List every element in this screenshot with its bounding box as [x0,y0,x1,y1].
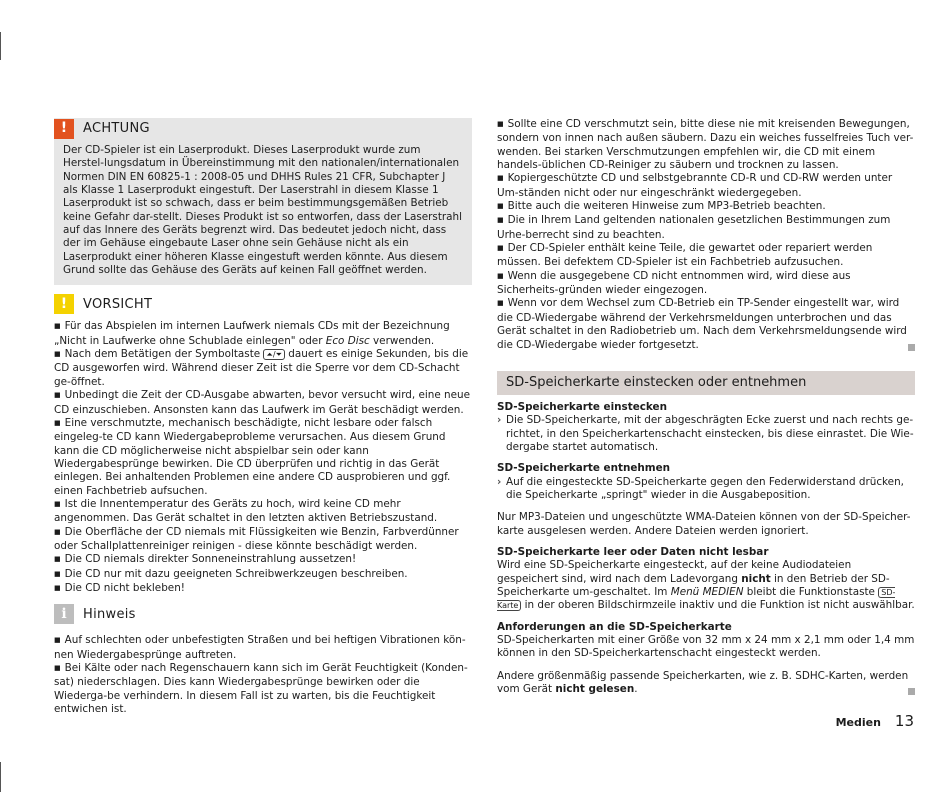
list-item: ■ Die CD nicht bekleben! [54,582,472,596]
eject-key-symbol: ⏶/⏷ [263,349,285,360]
page-number: 13 [894,712,914,730]
sd-karte-key: SD-Karte [497,587,896,611]
other-cards-paragraph: Andere größenmäßig passende Speicherkarten, wie z. B. SDHC-Karten, werden vom Gerät nicht gelesen. [497,669,909,696]
section-end-mark [908,344,915,351]
achtung-header [54,118,472,140]
list-item: ■ Kopiergeschützte CD und selbstgebrannte CD-R und CD-RW werden unter Um-ständen nicht oder nur eingeschränkt wiedergegeben. [497,172,915,200]
left-column [54,118,472,716]
vorsicht-list [54,320,472,596]
caution-icon: ! [54,294,74,314]
crop-mark-bottom [0,762,1,792]
warning-icon: ! [54,119,74,139]
right-column [497,118,915,696]
list-item: ■ Die CD nur mit dazu geeigneten Schreibwerkzeugen beschreiben. [54,568,472,582]
anforderungen-paragraph: SD-Speicherkarten mit einer Größe von 32 mm x 24 mm x 2,1 mm oder 1,4 mm können in den SD-Speicherkartenschacht eingesteckt werden. [497,634,915,660]
mp3-paragraph: Nur MP3-Dateien und ungeschützte WMA-Dateien können von der SD-Speicher-karte ausgelesen werden. Andere Dateien werden ignoriert. [497,511,911,537]
list-item: ■ Sollte eine CD verschmutzt sein, bitte diese nie mit kreisenden Bewegungen, sondern von innen nach außen säubern. Dazu ein weiches fusselfreies Tuch ver-wenden. Bei starken Verschmutzungen empfehlen wir, die CD mit einem handels-üblichen CD-Reiniger zu säubern und trocknen zu lassen. [497,118,915,172]
achtung-title: ACHTUNG [83,121,150,137]
page-footer [836,712,914,730]
subheading-einstecken: SD-Speicherkarte einstecken [497,400,667,413]
arrow-icon: › [497,414,502,427]
list-item: ■ Bei Kälte oder nach Regenschauern kann sich im Gerät Feuchtigkeit (Konden-sat) niederschlagen. Dies kann Wiedergabesprünge bewirken oder die Wiederga-be verhindern. In diesem Fall ist zu warten, bis die Feuchtigkeit entwichen ist. [54,662,472,716]
hinweis-list [54,634,472,716]
other-cards-block [497,670,915,697]
list-item: ■ Wenn die ausgegebene CD nicht entnommen wird, wird diese aus Sicherheits-gründen wieder eingezogen. [497,270,915,298]
hinweis-header [54,603,472,625]
list-item: ■ Ist die Innentemperatur des Geräts zu hoch, wird keine CD mehr angenommen. Das Gerät schaltet in den letzten aktiven Betriebszustand. [54,498,472,526]
list-item: ■ Nach dem Betätigen der Symboltaste ⏶/⏷ dauert es einige Sekunden, bis die CD ausgeworfen wird. Während dieser Zeit ist die Sperre vor dem CD-Schacht ge-öffnet. [54,348,472,389]
list-item: ■ Die CD niemals direkter Sonneneinstrahlung aussetzen! [54,553,472,567]
achtung-box [54,118,472,285]
list-item: ■ Wenn vor dem Wechsel zum CD-Betrieb ein TP-Sender eingestellt war, wird die CD-Wiedergabe während der Verkehrsmeldungen unterbrochen und das Gerät schaltet in den Radiobetrieb um. Nach dem Verkehrsmeldungsende wird die CD-Wiedergabe wieder fortgesetzt. [497,297,915,351]
subheading-entnehmen: SD-Speicherkarte entnehmen [497,462,671,475]
footer-section-name: Medien [835,716,881,729]
list-item: ■ Die Oberfläche der CD niemals mit Flüssigkeiten wie Benzin, Farbverdünner oder Schallplattenreiniger reinigen - diese könnte beschädigt werden. [54,526,472,554]
list-item: ■ Unbedingt die Zeit der CD-Ausgabe abwarten, bevor versucht wird, eine neue CD einzuschieben. Ansonsten kann das Laufwerk im Gerät beschädigt werden. [54,389,472,417]
hinweis-title: Hinweis [83,606,136,622]
cd-notes-list [497,118,915,352]
crop-mark-top [0,32,1,60]
subheading-anforderungen: Anforderungen an die SD-Speicherkarte [497,620,732,633]
vorsicht-title: VORSICHT [83,296,153,312]
list-item: ■ Für das Abspielen im internen Laufwerk niemals CDs mit der Bezeichnung „Nicht in Laufwerke ohne Schublade einlegen" oder Eco Disc verwenden. [54,320,472,348]
section-end-mark [908,688,915,695]
list-item: ■ Die in Ihrem Land geltenden nationalen gesetzlichen Bestimmungen zum Urhe-berrecht sind zu beachten. [497,214,915,242]
leer-paragraph: Wird eine SD-Speicherkarte eingesteckt, auf der keine Audiodateien gespeichert sind, wird nach dem Ladevorgang nicht in den Betrieb der SD-Speicherkarte um-geschaltet. Im Menü MEDIEN bleibt die Funktionstaste SD-Karte in der oberen Bildschirmzeile inaktiv und die Funktion ist nicht auswählbar. [497,559,915,612]
subheading-leer: SD-Speicherkarte leer oder Daten nicht lesbar [497,545,769,558]
arrow-icon: › [497,475,502,488]
info-icon: i [54,604,74,624]
list-item: ■ Bitte auch die weiteren Hinweise zum MP3-Betrieb beachten. [497,200,915,214]
section-heading: SD-Speicherkarte einstecken oder entnehmen [497,371,915,395]
list-item: ■ Eine verschmutzte, mechanisch beschädigte, nicht lesbare oder falsch eingeleg-te CD kann Wiedergabeprobleme verursachen. Aus diesem Grund kann die CD möglicherweise nicht abspielbar sein oder kann Wiedergabesprünge bewirken. Die CD überprüfen und richtig in das Gerät einlegen. Bei anhaltenden Problemen eine andere CD ausprobieren und ggf. einen Fachbetrieb aufsuchen. [54,417,472,498]
step-einstecken: › Die SD-Speicherkarte, mit der abgeschrägten Ecke zuerst und nach rechts ge-richtet, in den Speicherkartenschacht einstecken, bis diese einrastet. Die Wie-dergabe startet automatisch. [497,414,914,453]
vorsicht-header [54,293,472,315]
achtung-text: Der CD-Spieler ist ein Laserprodukt. Dieses Laserprodukt wurde zum Herstel-lungsdatum in Übereinstimmung mit den nationalen/internationalen Normen DIN EN 60825-1 : 2008-05 und DHHS Rules 21 CFR, Subchapter J als Klasse 1 Laserprodukt eingestuft. Der Laserstrahl in diesem Klasse 1 Laserprodukt ist so schwach, dass er beim bestimmungsgemäßen Betrieb keine Gefahr dar-stellt. Dieses Produkt ist so entworfen, dass der Laserstrahl auf das Innere des Geräts begrenzt wird. Das bedeutet jedoch nicht, dass der im Gehäuse eingebaute Laser ohne sein Gehäuse nicht als ein Laserprodukt einer höheren Klasse eingestuft werden könnte. Aus diesem Grund sollte das Gehäuse des Geräts auf keinen Fall geöffnet werden. [63,144,463,277]
list-item: ■ Der CD-Spieler enthält keine Teile, die gewartet oder repariert werden müssen. Bei defektem CD-Spieler ist ein Fachbetrieb aufzusuchen. [497,242,915,270]
step-entnehmen: › Auf die eingesteckte SD-Speicherkarte gegen den Federwiderstand drücken, die Speicherkarte „springt" wieder in die Ausgabeposition. [497,475,904,501]
list-item: ■ Auf schlechten oder unbefestigten Straßen und bei heftigen Vibrationen kön-nen Wiedergabesprünge auftreten. [54,634,472,662]
